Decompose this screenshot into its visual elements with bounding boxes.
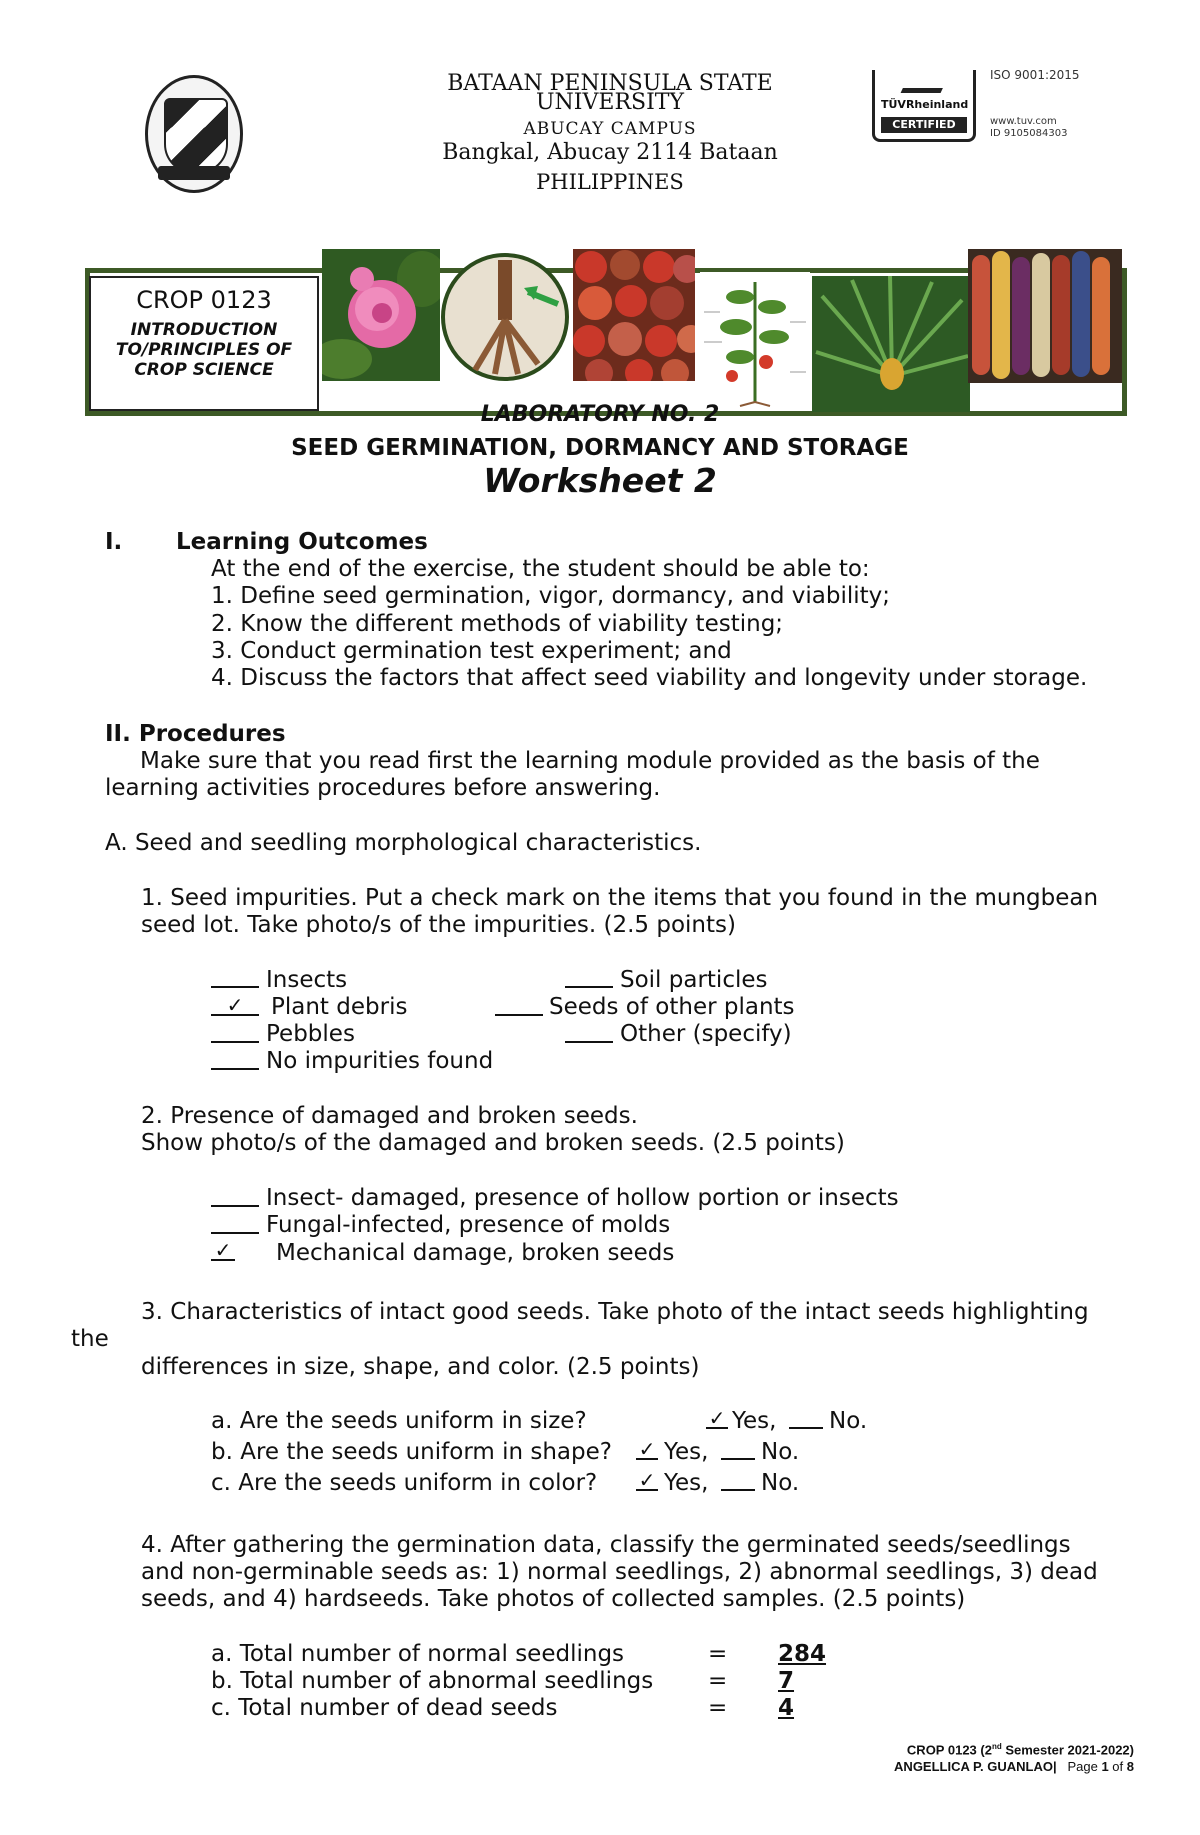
size-yes-checkbox[interactable]: ✓ <box>706 1407 728 1429</box>
pebbles-label: Pebbles <box>266 1021 355 1047</box>
footer-course-semester <box>907 1742 1134 1757</box>
laboratory-number: LABORATORY NO. 2 <box>480 402 720 427</box>
country-name: PHILIPPINES <box>536 170 684 194</box>
footer-author: ANGELLICA P. GUANLAO| <box>894 1759 1057 1774</box>
colored-corn-photo <box>968 249 1122 383</box>
insects-label: Insects <box>266 967 348 993</box>
seal-shield-icon <box>164 98 228 174</box>
abnormal-seedlings-label: b. Total number of abnormal seedlings <box>211 1668 654 1694</box>
outcome-item-2: 2. Know the different methods of viability testing; <box>211 611 784 637</box>
fungal-infected-checkbox[interactable] <box>211 1212 259 1234</box>
procedures-paragraph-line2: learning activities procedures before answering. <box>105 775 661 801</box>
section1-intro: At the end of the exercise, the student should be able to: <box>211 556 870 582</box>
abnormal-seedlings-value: 7 <box>778 1668 795 1694</box>
insect-damaged-checkbox[interactable] <box>211 1185 259 1207</box>
section1-number: I. <box>105 529 123 555</box>
question2-line2: Show photo/s of the damaged and broken seeds. (2.5 points) <box>141 1130 845 1156</box>
dead-seeds-label: c. Total number of dead seeds <box>211 1695 558 1721</box>
course-title-line3: CROP SCIENCE <box>134 360 274 380</box>
seal-ribbon <box>158 166 230 180</box>
normal-seedlings-equals: = <box>708 1641 728 1667</box>
outcome-item-1: 1. Define seed germination, vigor, dormancy, and viability; <box>211 583 891 609</box>
fungal-infected-label: Fungal-infected, presence of molds <box>266 1212 671 1238</box>
insect-damaged-label: Insect- damaged, presence of hollow portion or insects <box>266 1185 899 1211</box>
other-specify-checkbox[interactable] <box>565 1021 613 1043</box>
laboratory-topic: SEED GERMINATION, DORMANCY AND STORAGE <box>291 435 909 461</box>
color-no-checkbox[interactable] <box>721 1469 755 1491</box>
footer-page-label: Page <box>1067 1759 1098 1774</box>
shape-yes-label: Yes, <box>664 1439 709 1465</box>
dead-seeds-equals: = <box>708 1695 728 1721</box>
course-title-line2: TO/PRINCIPLES OF <box>115 340 293 360</box>
seeds-other-plants-checkbox[interactable] <box>495 994 543 1016</box>
tuv-website: www.tuv.com <box>990 116 1057 127</box>
pineapple-plant-photo <box>812 276 970 412</box>
outcome-item-4: 4. Discuss the factors that affect seed viability and longevity under storage. <box>211 665 1088 691</box>
color-yes-checkbox[interactable]: ✓ <box>636 1469 658 1491</box>
tuv-certification-logo <box>872 70 976 142</box>
normal-seedlings-value: 284 <box>778 1641 827 1667</box>
plant-debris-checkbox[interactable]: ✓ <box>211 994 259 1016</box>
size-no-checkbox[interactable] <box>789 1407 823 1429</box>
plant-debris-label: Plant debris <box>271 994 408 1020</box>
tuv-mark-icon <box>901 74 950 93</box>
color-no-label: No. <box>761 1470 800 1496</box>
question4-line1: 4. After gathering the germination data, classify the germinated seeds/seedlings <box>141 1532 1071 1558</box>
shape-no-label: No. <box>761 1439 800 1465</box>
question1-line2: seed lot. Take photo/s of the impurities. (2.5 points) <box>141 912 736 938</box>
university-name-line2: UNIVERSITY <box>536 90 684 115</box>
size-question: a. Are the seeds uniform in size? <box>211 1408 587 1434</box>
worksheet-title: Worksheet 2 <box>483 461 717 500</box>
course-code: CROP 0123 <box>136 286 272 314</box>
color-yes-label: Yes, <box>664 1470 709 1496</box>
course-title-box <box>89 276 319 411</box>
section1-heading: Learning Outcomes <box>176 529 428 555</box>
size-no-label: No. <box>829 1408 868 1434</box>
section2-heading: II. Procedures <box>105 721 286 747</box>
question2-line1: 2. Presence of damaged and broken seeds. <box>141 1103 638 1129</box>
no-impurities-label: No impurities found <box>266 1048 494 1074</box>
tuv-id: ID 9105084303 <box>990 128 1068 139</box>
footer-course: CROP 0123 (2 <box>906 1742 992 1758</box>
question4-line3: seeds, and 4) hardseeds. Take photos of collected samples. (2.5 points) <box>141 1586 966 1612</box>
footer-semester: Semester 2021-2022) <box>1001 1742 1134 1758</box>
part-a-heading: A. Seed and seedling morphological characteristics. <box>105 830 702 856</box>
normal-seedlings-label: a. Total number of normal seedlings <box>211 1641 625 1667</box>
color-question: c. Are the seeds uniform in color? <box>211 1470 598 1496</box>
question3-line2: differences in size, shape, and color. (2.5 points) <box>141 1354 700 1380</box>
iso-label: ISO 9001:2015 <box>990 68 1080 82</box>
shape-yes-checkbox[interactable]: ✓ <box>636 1438 658 1460</box>
size-yes-label: Yes, <box>732 1408 777 1434</box>
footer-author-page <box>894 1759 1134 1774</box>
university-name-line1: BATAAN PENINSULA STATE <box>447 71 773 96</box>
campus-name: ABUCAY CAMPUS <box>523 119 697 139</box>
procedures-paragraph-line1: Make sure that you read first the learning module provided as the basis of the <box>140 748 1040 774</box>
insects-checkbox[interactable] <box>211 966 259 988</box>
tomatoes-photo <box>573 249 695 381</box>
soil-particles-label: Soil particles <box>620 967 768 993</box>
dead-seeds-value: 4 <box>778 1695 795 1721</box>
footer-page-number: 1 <box>1101 1759 1109 1774</box>
abnormal-seedlings-equals: = <box>708 1668 728 1694</box>
soil-particles-checkbox[interactable] <box>565 966 613 988</box>
course-title-line1: INTRODUCTION <box>130 320 278 340</box>
rose-photo <box>322 249 440 381</box>
question1-line1: 1. Seed impurities. Put a check mark on the items that you found in the mungbean <box>141 885 1099 911</box>
no-impurities-checkbox[interactable] <box>211 1048 259 1070</box>
footer-of: of <box>1112 1759 1124 1774</box>
university-seal-logo <box>145 75 243 193</box>
seeds-other-plants-label: Seeds of other plants <box>549 994 795 1020</box>
pebbles-checkbox[interactable] <box>211 1021 259 1043</box>
footer-page-total: 8 <box>1126 1759 1134 1774</box>
shape-question: b. Are the seeds uniform in shape? <box>211 1439 612 1465</box>
question3-line1: 3. Characteristics of intact good seeds. Take photo of the intact seeds highlighting <box>141 1299 1089 1325</box>
plant-roots-photo <box>440 252 570 382</box>
other-specify-label: Other (specify) <box>620 1021 792 1047</box>
question3-word-the: the <box>71 1326 109 1352</box>
mechanical-damage-label: Mechanical damage, broken seeds <box>276 1240 675 1266</box>
tomato-plant-diagram <box>700 272 810 407</box>
outcome-item-3: 3. Conduct germination test experiment; and <box>211 638 732 664</box>
tuv-brand: TÜVRheinland <box>881 98 969 111</box>
question4-line2: and non-germinable seeds as: 1) normal seedlings, 2) abnormal seedlings, 3) dead <box>141 1559 1098 1585</box>
shape-no-checkbox[interactable] <box>721 1438 755 1460</box>
footer-ordinal: nd <box>991 1742 1002 1751</box>
tuv-certified-label: CERTIFIED <box>881 117 967 133</box>
campus-address: Bangkal, Abucay 2114 Bataan <box>442 140 778 165</box>
mechanical-damage-checkbox[interactable]: ✓ <box>211 1239 235 1261</box>
